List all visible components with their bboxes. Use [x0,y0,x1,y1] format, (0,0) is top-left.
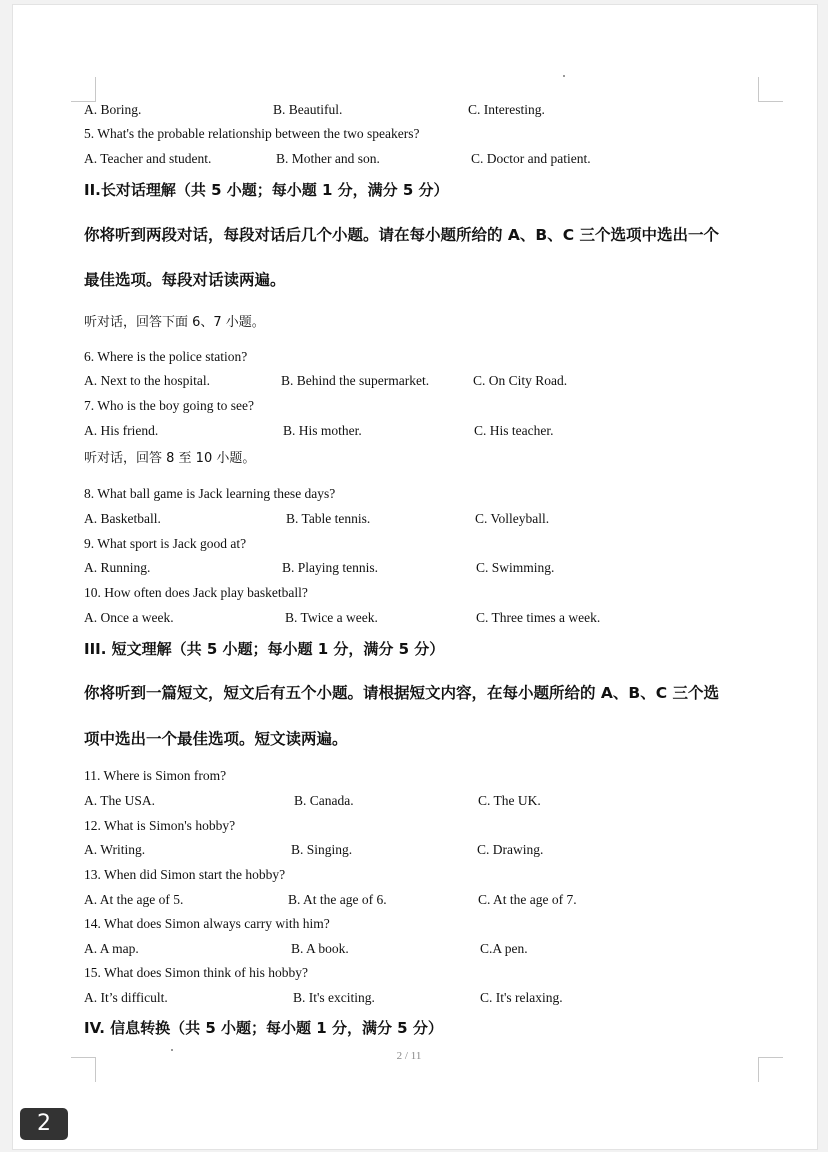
option-b: B. Canada. [294,793,354,808]
question-12: 12. What is Simon's hobby? [84,818,236,833]
option-b: B. A book. [291,941,349,956]
option-b: B. Mother and son. [276,151,380,166]
option-c: C. Doctor and patient. [471,151,591,166]
crop-mark-top-left [71,77,96,102]
dialog-1-intro: 听对话，回答下面 6、7 小题。 [84,315,265,330]
question-14: 14. What does Simon always carry with him? [84,916,330,931]
option-c: C. Swimming. [476,560,555,575]
crop-mark-bottom-left [71,1057,96,1082]
option-b: B. Beautiful. [273,102,343,117]
scan-dot [171,1049,173,1051]
option-b: B. Twice a week. [285,610,378,625]
section-2-instruction-line-2: 最佳选项。每段对话读两遍。 [84,271,286,289]
question-5: 5. What's the probable relationship between the two speakers? [84,126,420,141]
option-c: C. It's relaxing. [480,990,563,1005]
option-c: C. Volleyball. [475,511,550,526]
section-3-instruction-line-2: 项中选出一个最佳选项。短文读两遍。 [84,730,348,748]
option-c: C. The UK. [478,793,541,808]
option-c: C. Drawing. [477,842,544,857]
page-badge[interactable]: 2 [20,1108,68,1140]
option-c: C. Interesting. [468,102,545,117]
question-10: 10. How often does Jack play basketball? [84,585,308,600]
question-9: 9. What sport is Jack good at? [84,536,247,551]
section-2-heading: II.长对话理解（共 5 小题；每小题 1 分，满分 5 分） [84,181,449,199]
question-7: 7. Who is the boy going to see? [84,398,254,413]
option-a: A. Next to the hospital. [84,373,210,388]
option-a: A. Once a week. [84,610,174,625]
crop-mark-top-right [758,77,783,102]
option-c: C. His teacher. [474,423,554,438]
option-a: A. His friend. [84,423,159,438]
option-a: A. The USA. [84,793,156,808]
option-b: B. Behind the supermarket. [281,373,430,388]
crop-mark-bottom-right [758,1057,783,1082]
section-3-heading: III. 短文理解（共 5 小题；每小题 1 分，满分 5 分） [84,640,445,658]
section-3-instruction-line-1: 你将听到一篇短文，短文后有五个小题。请根据短文内容，在每小题所给的 A、B、C 三个选 [84,684,719,702]
option-a: A. It’s difficult. [84,990,168,1005]
option-c: C. At the age of 7. [478,892,577,907]
page-number: 2 / 11 [396,1050,422,1062]
option-b: B. At the age of 6. [288,892,387,907]
option-b: B. It's exciting. [293,990,375,1005]
option-c: C. On City Road. [473,373,568,388]
question-11: 11. Where is Simon from? [84,768,227,783]
question-8: 8. What ball game is Jack learning these days? [84,486,336,501]
option-b: B. His mother. [283,423,362,438]
section-4-heading: IV. 信息转换（共 5 小题；每小题 1 分，满分 5 分） [84,1019,443,1037]
option-b: B. Singing. [291,842,353,857]
option-a: A. Basketball. [84,511,161,526]
option-a: A. Teacher and student. [84,151,212,166]
question-15: 15. What does Simon think of his hobby? [84,965,308,980]
question-13: 13. When did Simon start the hobby? [84,867,286,882]
option-a: A. Writing. [84,842,146,857]
option-a: A. Boring. [84,102,142,117]
question-6: 6. Where is the police station? [84,349,248,364]
option-c: C.A pen. [480,941,528,956]
option-a: A. Running. [84,560,151,575]
option-b: B. Table tennis. [286,511,371,526]
dialog-2-intro: 听对话，回答 8 至 10 小题。 [84,451,256,466]
option-a: A. A map. [84,941,139,956]
option-c: C. Three times a week. [476,610,601,625]
option-b: B. Playing tennis. [282,560,379,575]
option-a: A. At the age of 5. [84,892,184,907]
section-2-instruction-line-1: 你将听到两段对话，每段对话后几个小题。请在每小题所给的 A、B、C 三个选项中选出一个 [84,226,719,244]
scan-dot [563,75,565,77]
